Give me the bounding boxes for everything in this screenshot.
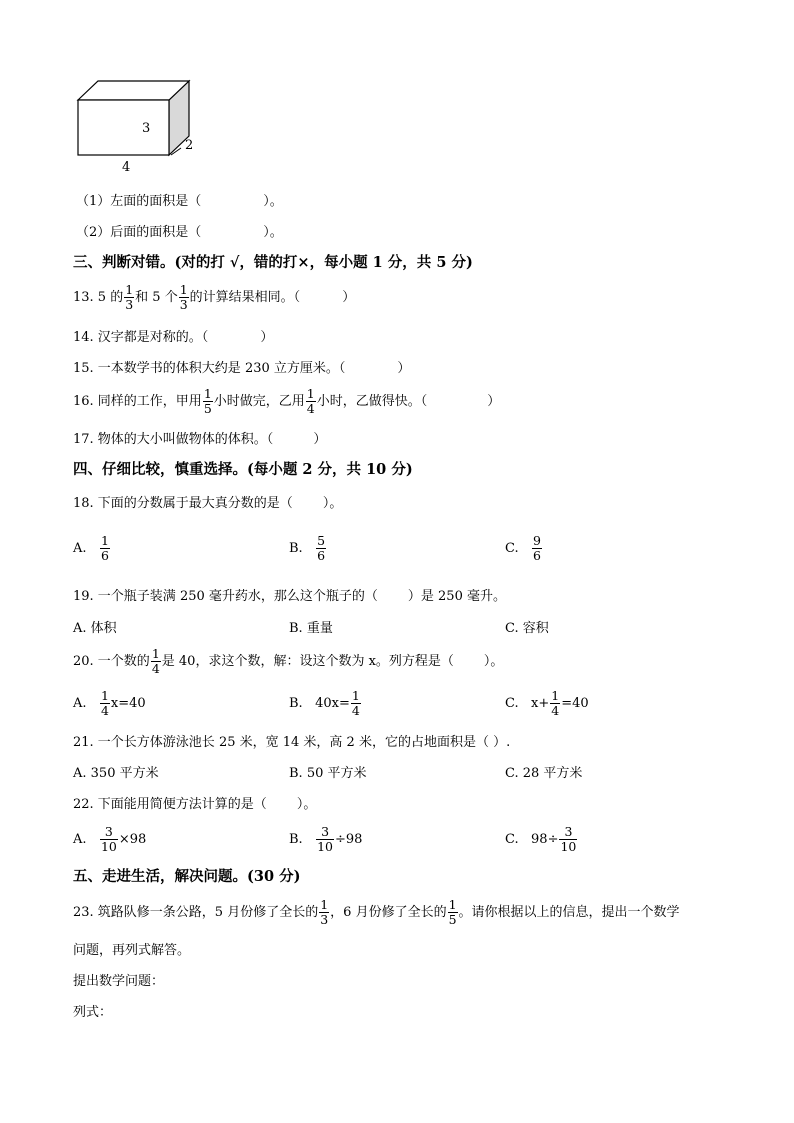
question-13: 13. 5 的 $\frac{1}{3}$ 和 5 个 $\frac{1}{3}$ 的计算结果相同。（ ） [73,282,356,312]
q20-option-a[interactable]: A. $\frac{1}{4}$ x=40 [73,688,146,718]
section-5-heading: 五、走进生活，解决问题。(30 分) [73,868,301,885]
fraction: $\frac{1}{3}$ [125,282,134,312]
fraction: $\frac{1}{4}$ [351,688,360,718]
q20-option-c[interactable]: C. x+ $\frac{1}{4}$ =40 [505,688,589,718]
prompt-question-label: 提出数学问题： [73,974,165,989]
question-21: 21. 一个长方体游泳池长 25 米，宽 14 米，高 2 米，它的占地面积是（ ）. [73,735,511,750]
fraction: $\frac{3}{10}$ [317,824,333,854]
question-left-area: （1）左面的面积是（ ）。 [76,194,283,209]
section-3-heading: 三、判断对错。(对的打 √，错的打×，每小题 1 分，共 5 分) [73,254,473,271]
q19-option-c[interactable]: C. 容积 [505,621,549,636]
q19-option-a[interactable]: A. 体积 [73,621,117,636]
fraction: $\frac{1}{5}$ [448,897,457,927]
question-back-area: （2）后面的面积是（ ）。 [76,225,283,240]
question-18: 18. 下面的分数属于最大真分数的是（ ）。 [73,496,343,511]
fraction: $\frac{1}{4}$ [100,688,109,718]
fraction: $\frac{1}{5}$ [203,386,212,416]
question-23-line2: 问题，再列式解答。 [73,943,191,958]
q22-option-c[interactable]: C. 98÷ $\frac{3}{10}$ [505,824,577,854]
fraction: $\frac{1}{4}$ [151,646,160,676]
fraction: $\frac{3}{10}$ [560,824,577,854]
question-20: 20. 一个数的 $\frac{1}{4}$ 是 40，求这个数，解：设这个数为 x。列方程是（ ）。 [73,646,504,676]
cuboid-length-label: 4 [122,160,131,175]
prompt-formula-label: 列式： [73,1005,113,1020]
fraction: $\frac{9}{6}$ [533,533,541,563]
q19-option-b[interactable]: B. 重量 [289,621,333,636]
question-17: 17. 物体的大小叫做物体的体积。（ ） [73,432,327,447]
section-4-heading: 四、仔细比较，慎重选择。(每小题 2 分，共 10 分) [73,461,413,478]
fraction: $\frac{5}{6}$ [317,533,326,563]
q18-option-c[interactable]: C. $\frac{9}{6}$ [505,533,541,563]
q20-option-b[interactable]: B. 40x= $\frac{1}{4}$ [289,688,360,718]
fraction: $\frac{1}{3}$ [179,282,188,312]
fraction: $\frac{1}{6}$ [100,533,109,563]
question-16: 16. 同样的工作，甲用 $\frac{1}{5}$ 小时做完，乙用 $\frac{1}{4}$ 小时，乙做得快。（ ） [73,386,501,416]
fraction: $\frac{3}{10}$ [100,824,117,854]
question-19: 19. 一个瓶子装满 250 毫升药水，那么这个瓶子的（ ）是 250 毫升。 [73,589,506,604]
cuboid-figure [70,76,210,181]
cuboid-width-label: 2 [185,138,194,153]
q18-option-b[interactable]: B. $\frac{5}{6}$ [289,533,326,563]
q22-option-a[interactable]: A. $\frac{3}{10}$ ×98 [73,824,147,854]
q21-option-a[interactable]: A. 350 平方米 [73,766,159,781]
q18-option-a[interactable]: A. $\frac{1}{6}$ [73,533,109,563]
question-15: 15. 一本数学书的体积大约是 230 立方厘米。（ ） [73,361,411,376]
question-22: 22. 下面能用简便方法计算的是（ ）。 [73,797,317,812]
q21-option-c[interactable]: C. 28 平方米 [505,766,583,781]
cuboid-height-label: 3 [142,121,151,136]
fraction: $\frac{1}{3}$ [320,897,329,927]
q22-option-b[interactable]: B. $\frac{3}{10}$ ÷98 [289,824,363,854]
q21-option-b[interactable]: B. 50 平方米 [289,766,367,781]
fraction: $\frac{1}{4}$ [306,386,315,416]
fraction: $\frac{1}{4}$ [551,688,560,718]
question-23: 23. 筑路队修一条公路，5 月份修了全长的 $\frac{1}{3}$ ，6 月份修了全长的 $\frac{1}{5}$ 。请你根据以上的信息，提出一个数学 [73,897,680,927]
question-14: 14. 汉字都是对称的。（ ） [73,330,274,345]
